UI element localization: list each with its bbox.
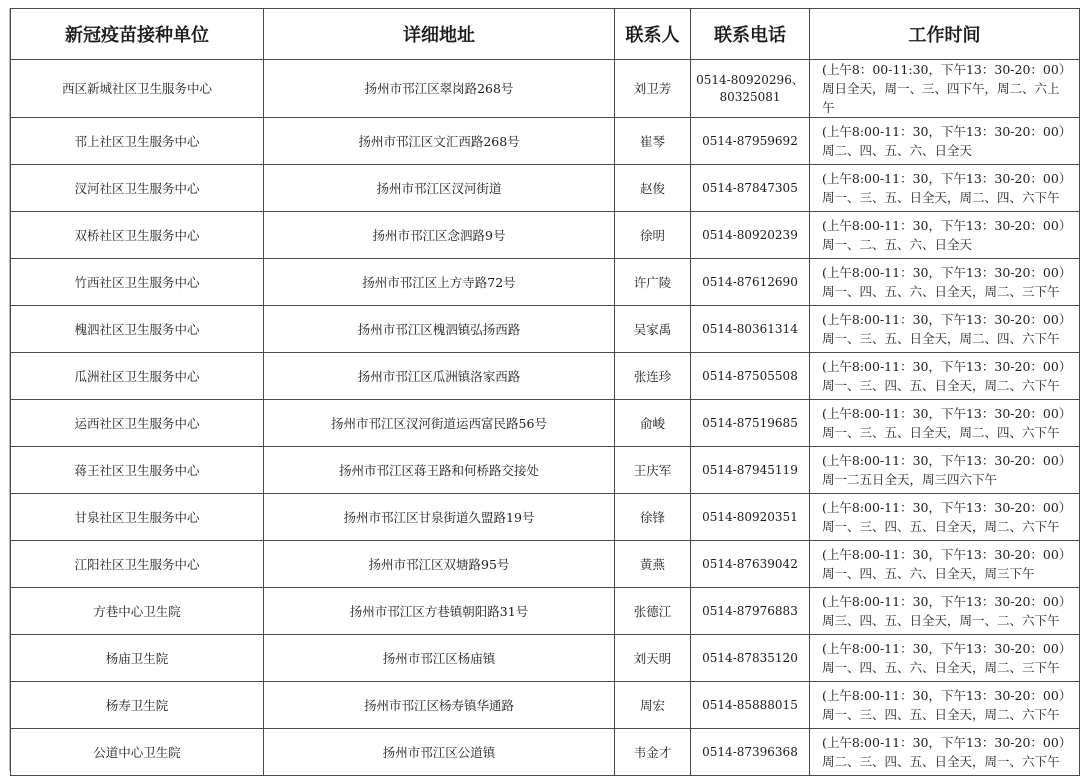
cell-phone: 0514-85888015 — [691, 682, 810, 729]
table-row — [11, 400, 1080, 447]
table-row — [11, 447, 1080, 494]
cell-contact: 刘天明 — [615, 635, 691, 682]
header-contact: 联系人 — [615, 9, 691, 60]
cell-contact: 张德江 — [615, 588, 691, 635]
cell-address: 扬州市邗江区杨寿镇华通路 — [264, 682, 615, 729]
header-unit: 新冠疫苗接种单位 — [11, 9, 264, 60]
cell-phone: 0514-87976883 — [691, 588, 810, 635]
cell-hours: (上午8：00-11:30，下午13：30-20：00）周日全天，周一、三、四下午，周二、六上午 — [810, 60, 1080, 118]
cell-phone: 0514-87639042 — [691, 541, 810, 588]
cell-hours: (上午8:00-11：30，下午13：30-20：00）周一、四、五、六、日全天，周二、三下午 — [810, 635, 1080, 682]
table-row — [11, 165, 1080, 212]
cell-contact: 赵俊 — [615, 165, 691, 212]
cell-unit: 蒋王社区卫生服务中心 — [11, 447, 264, 494]
cell-phone: 0514-87505508 — [691, 353, 810, 400]
cell-address: 扬州市邗江区上方寺路72号 — [264, 259, 615, 306]
header-address: 详细地址 — [264, 9, 615, 60]
header-hours: 工作时间 — [810, 9, 1080, 60]
cell-contact: 黄燕 — [615, 541, 691, 588]
cell-phone: 0514-87945119 — [691, 447, 810, 494]
cell-unit: 杨寿卫生院 — [11, 682, 264, 729]
cell-address: 扬州市邗江区念泗路9号 — [264, 212, 615, 259]
cell-contact: 韦金才 — [615, 729, 691, 776]
cell-address: 扬州市邗江区汊河街道运西富民路56号 — [264, 400, 615, 447]
header-phone: 联系电话 — [691, 9, 810, 60]
cell-unit: 甘泉社区卫生服务中心 — [11, 494, 264, 541]
cell-unit: 方巷中心卫生院 — [11, 588, 264, 635]
cell-phone: 0514-80920351 — [691, 494, 810, 541]
cell-address: 扬州市邗江区汊河街道 — [264, 165, 615, 212]
cell-contact: 周宏 — [615, 682, 691, 729]
table-row — [11, 212, 1080, 259]
cell-address: 扬州市邗江区杨庙镇 — [264, 635, 615, 682]
cell-contact: 张连珍 — [615, 353, 691, 400]
cell-phone: 0514-87519685 — [691, 400, 810, 447]
cell-hours: (上午8:00-11：30，下午13：30-20：00）周一、三、五、日全天，周二、四、六下午 — [810, 400, 1080, 447]
table-body — [11, 60, 1080, 776]
cell-contact: 许广陵 — [615, 259, 691, 306]
cell-unit: 运西社区卫生服务中心 — [11, 400, 264, 447]
cell-address: 扬州市邗江区公道镇 — [264, 729, 615, 776]
cell-hours: (上午8:00-11：30，下午13：30-20：00）周二、四、五、六、日全天 — [810, 118, 1080, 165]
cell-unit: 邗上社区卫生服务中心 — [11, 118, 264, 165]
cell-phone: 0514-87835120 — [691, 635, 810, 682]
cell-address: 扬州市邗江区方巷镇朝阳路31号 — [264, 588, 615, 635]
cell-address: 扬州市邗江区蒋王路和何桥路交接处 — [264, 447, 615, 494]
table-row — [11, 588, 1080, 635]
cell-contact: 刘卫芳 — [615, 60, 691, 118]
cell-hours: (上午8:00-11：30，下午13：30-20：00）周二、三、四、五、日全天，周一、六下午 — [810, 729, 1080, 776]
cell-hours: (上午8:00-11：30，下午13：30-20：00）周一、三、五、日全天，周二、四、六下午 — [810, 306, 1080, 353]
cell-hours: (上午8:00-11：30，下午13：30-20：00）周一、三、四、五、日全天，周二、六下午 — [810, 682, 1080, 729]
cell-hours: (上午8:00-11：30，下午13：30-20：00）周一二五日全天，周三四六下午 — [810, 447, 1080, 494]
cell-address: 扬州市邗江区文汇西路268号 — [264, 118, 615, 165]
table-row — [11, 118, 1080, 165]
cell-phone: 0514-80920239 — [691, 212, 810, 259]
cell-hours: (上午8:00-11：30，下午13：30-20：00）周一、三、四、五、日全天，周二、六下午 — [810, 353, 1080, 400]
vaccination-sites-table — [10, 8, 1080, 776]
cell-unit: 竹西社区卫生服务中心 — [11, 259, 264, 306]
cell-hours: (上午8:00-11：30，下午13：30-20：00）周一、二、五、六、日全天 — [810, 212, 1080, 259]
cell-contact: 王庆军 — [615, 447, 691, 494]
cell-unit: 槐泗社区卫生服务中心 — [11, 306, 264, 353]
cell-phone: 0514-80920296、80325081 — [691, 60, 810, 118]
cell-address: 扬州市邗江区双塘路95号 — [264, 541, 615, 588]
cell-hours: (上午8:00-11：30，下午13：30-20：00）周一、三、四、五、日全天，周二、六下午 — [810, 494, 1080, 541]
cell-unit: 江阳社区卫生服务中心 — [11, 541, 264, 588]
cell-unit: 公道中心卫生院 — [11, 729, 264, 776]
table-row — [11, 682, 1080, 729]
cell-hours: (上午8:00-11：30，下午13：30-20：00）周三、四、五、日全天，周一、二、六下午 — [810, 588, 1080, 635]
table-row — [11, 306, 1080, 353]
cell-contact: 崔琴 — [615, 118, 691, 165]
cell-phone: 0514-87959692 — [691, 118, 810, 165]
cell-address: 扬州市邗江区瓜洲镇洛家西路 — [264, 353, 615, 400]
cell-unit: 双桥社区卫生服务中心 — [11, 212, 264, 259]
cell-unit: 汊河社区卫生服务中心 — [11, 165, 264, 212]
cell-unit: 杨庙卫生院 — [11, 635, 264, 682]
table-row — [11, 353, 1080, 400]
cell-hours: (上午8:00-11：30，下午13：30-20：00）周一、四、五、六、日全天，周二、三下午 — [810, 259, 1080, 306]
table-row — [11, 635, 1080, 682]
cell-unit: 西区新城社区卫生服务中心 — [11, 60, 264, 118]
table-row — [11, 60, 1080, 118]
cell-phone: 0514-87396368 — [691, 729, 810, 776]
cell-phone: 0514-80361314 — [691, 306, 810, 353]
table-row — [11, 541, 1080, 588]
cell-contact: 徐锋 — [615, 494, 691, 541]
cell-phone: 0514-87847305 — [691, 165, 810, 212]
table-row — [11, 494, 1080, 541]
cell-address: 扬州市邗江区翠岗路268号 — [264, 60, 615, 118]
cell-phone: 0514-87612690 — [691, 259, 810, 306]
cell-hours: (上午8:00-11：30，下午13：30-20：00）周一、三、五、日全天，周二、四、六下午 — [810, 165, 1080, 212]
cell-contact: 徐明 — [615, 212, 691, 259]
cell-address: 扬州市邗江区槐泗镇弘扬西路 — [264, 306, 615, 353]
table-row — [11, 729, 1080, 776]
table-row — [11, 259, 1080, 306]
cell-hours: (上午8:00-11：30，下午13：30-20：00）周一、四、五、六、日全天，周三下午 — [810, 541, 1080, 588]
cell-contact: 吴家禹 — [615, 306, 691, 353]
header-row — [11, 9, 1080, 60]
cell-address: 扬州市邗江区甘泉街道久盟路19号 — [264, 494, 615, 541]
cell-contact: 俞峻 — [615, 400, 691, 447]
cell-unit: 瓜洲社区卫生服务中心 — [11, 353, 264, 400]
